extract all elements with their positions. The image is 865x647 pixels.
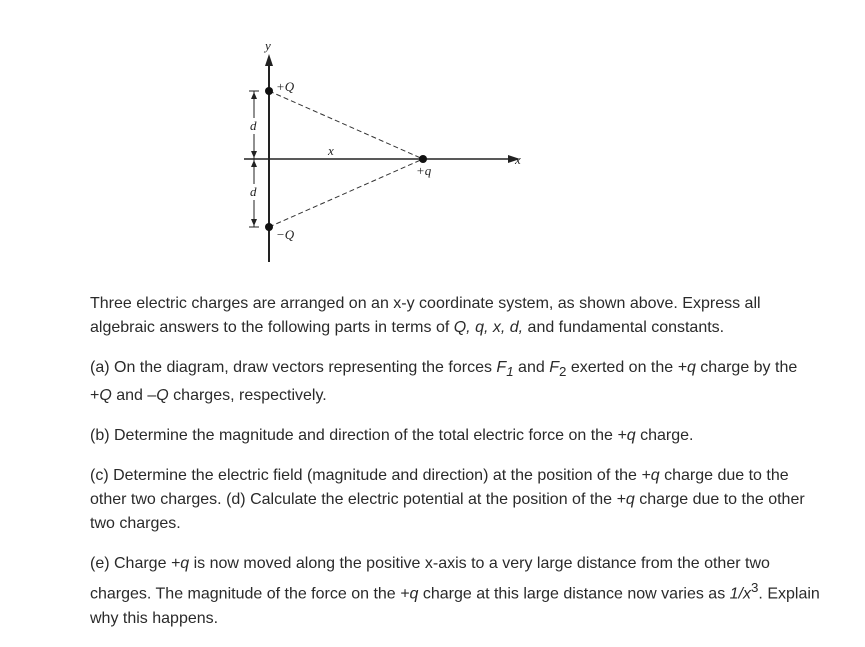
- d-arrow-mid-up: [251, 151, 257, 158]
- d-label-lower: d: [250, 184, 257, 199]
- intro-paragraph: Three electric charges are arranged on an x-y coordinate system, as shown above. Express all algebraic answers to the following parts in terms of Q, q, x, d, and fundamental constants.: [90, 295, 761, 336]
- minus-Q-label: −Q: [276, 227, 295, 242]
- plus-Q-label: +Q: [276, 79, 295, 94]
- y-axis-arrowhead: [265, 54, 273, 66]
- d-arrow-mid-down: [251, 160, 257, 167]
- part-a-paragraph: (a) On the diagram, draw vectors representing the forces $F_1$ and $F_2$ exerted on the +q charge by the +Q and –Q charges, respectively.: [90, 359, 798, 405]
- d-dimension-markers: [249, 91, 259, 227]
- dashed-line-upper: [269, 91, 423, 159]
- minus-Q-charge: [265, 223, 273, 231]
- d-arrow-top: [251, 92, 257, 99]
- plus-Q-charge: [265, 87, 273, 95]
- problem-text: [90, 292, 820, 647]
- plus-q-charge: [419, 155, 427, 163]
- d-arrow-bottom: [251, 219, 257, 226]
- x-axis-label: x: [515, 152, 521, 167]
- charge-diagram: [0, 0, 865, 280]
- dashed-line-lower: [269, 159, 423, 227]
- part-b-paragraph: (b) Determine the magnitude and direction of the total electric force on the +q charge.: [90, 427, 694, 445]
- part-e-paragraph: (e) Charge +q is now moved along the positive x-axis to a very large distance from the other two charges. The magnitude of the force on the +q charge at this large distance now varies as $1/x^3$. Explain why this happens.: [90, 555, 820, 627]
- plus-q-label: +q: [416, 163, 432, 178]
- d-label-upper: d: [250, 118, 257, 133]
- part-cd-paragraph: (c) Determine the electric field (magnitude and direction) at the position of the +q charge due to the other two charges. (d) Calculate the electric potential at the position of the +q charge due to the other two charges.: [90, 467, 805, 533]
- x-distance-label: x: [328, 143, 334, 158]
- y-axis-label: y: [265, 38, 271, 53]
